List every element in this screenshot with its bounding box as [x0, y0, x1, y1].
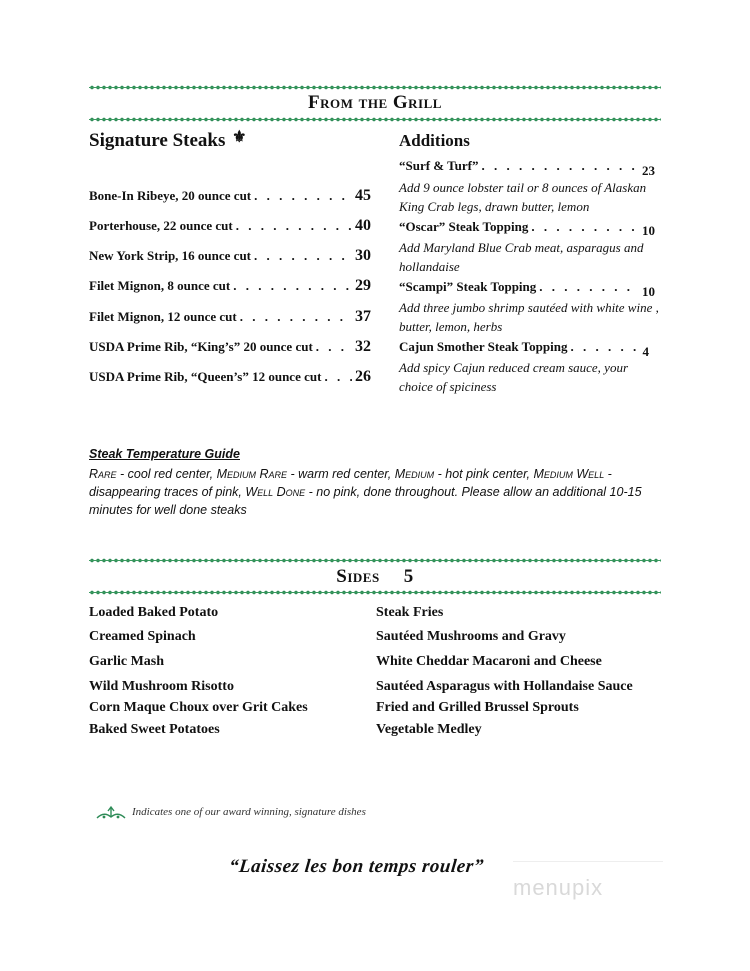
grill-title-border	[89, 116, 661, 123]
side-item: White Cheddar Macaroni and Cheese	[376, 654, 602, 669]
addition-name: “Scampi” Steak Topping	[399, 279, 537, 294]
addition-item	[399, 158, 655, 178]
grill-title: From the Grill	[308, 92, 442, 113]
addition-description: Add three jumbo shrimp sautéed with white wine , butter, lemon, herbs	[399, 300, 659, 334]
side-item: Wild Mushroom Risotto	[89, 679, 234, 694]
side-item: Fried and Grilled Brussel Sprouts	[376, 700, 579, 715]
leader-dots	[570, 339, 635, 355]
steak-item	[89, 247, 371, 269]
steak-name: USDA Prime Rib, “Queen’s” 12 ounce cut	[89, 369, 322, 384]
addition-name: “Surf & Turf”	[399, 158, 479, 173]
temp-medium-well: Medium Well	[533, 467, 605, 481]
addition-price: 4	[642, 344, 649, 359]
temp-medium: Medium	[394, 467, 435, 481]
steak-item	[89, 277, 371, 299]
leader-dots	[240, 309, 352, 325]
leader-dots	[236, 218, 352, 234]
addition-name: “Oscar” Steak Topping	[399, 219, 529, 234]
addition-item	[399, 339, 649, 359]
addition-name: Cajun Smother Steak Topping	[399, 339, 568, 354]
leader-dots	[481, 158, 635, 174]
steak-item	[89, 368, 371, 390]
temp-well-done: Well Done	[245, 485, 306, 499]
side-item: Vegetable Medley	[376, 722, 482, 737]
side-item: Baked Sweet Potatoes	[89, 722, 220, 737]
side-item: Sautéed Mushrooms and Gravy	[376, 629, 566, 644]
addition-description: Add spicy Cajun reduced cream sauce, your choice of spiciness	[399, 360, 629, 394]
addition-price: 10	[642, 223, 655, 238]
steak-name: Filet Mignon, 12 ounce cut	[89, 309, 237, 324]
additions-heading: Additions	[399, 131, 470, 150]
steak-name: New York Strip, 16 ounce cut	[89, 248, 252, 263]
steak-price: 30	[355, 247, 371, 264]
sides-top-border	[89, 557, 661, 564]
addition-item	[399, 279, 655, 299]
steak-name: Filet Mignon, 8 ounce cut	[89, 278, 231, 293]
steak-name: USDA Prime Rib, “King’s” 20 ounce cut	[89, 339, 313, 354]
signature-steaks-label: Signature Steaks	[89, 130, 226, 151]
steak-item	[89, 338, 371, 360]
watermark-line	[513, 861, 663, 862]
ornament-icon	[95, 805, 127, 826]
side-item: Steak Fries	[376, 605, 444, 620]
steak-price: 37	[355, 308, 371, 325]
temp-well-done-desc: - no pink, done throughout. Please allow an additional 10-15 minutes for well done steaks	[89, 485, 642, 517]
sides-bottom-border	[89, 589, 661, 596]
temp-rare: Rare	[89, 467, 117, 481]
leader-dots	[316, 339, 352, 355]
temp-medium-well-desc: - disappearing traces of pink,	[89, 467, 612, 499]
leader-dots	[531, 219, 635, 235]
steak-item	[89, 308, 371, 330]
sides-label: Sides	[336, 566, 380, 587]
side-item: Sautéed Asparagus with Hollandaise Sauce	[376, 679, 633, 694]
signature-steaks-heading	[89, 130, 246, 152]
steak-price: 26	[355, 368, 371, 385]
watermark-logo: menupix	[513, 875, 604, 900]
leader-dots	[254, 248, 352, 264]
sides-price: 5	[403, 566, 414, 587]
side-item: Corn Maque Choux over Grit Cakes	[89, 700, 308, 715]
addition-description: Add Maryland Blue Crab meat, asparagus and hollandaise	[399, 240, 644, 274]
temp-medium-rare: Medium Rare	[216, 467, 288, 481]
fleur-de-lis-icon: ⚜	[232, 129, 247, 146]
side-item: Loaded Baked Potato	[89, 605, 219, 620]
steak-price: 29	[355, 277, 371, 294]
temp-medium-desc: - hot pink center,	[434, 467, 534, 481]
addition-item	[399, 219, 655, 238]
addition-description: Add 9 ounce lobster tail or 8 ounces of Alaskan King Crab legs, drawn butter, lemon	[399, 180, 647, 214]
leader-dots	[233, 278, 352, 294]
steak-name: Bone-In Ribeye, 20 ounce cut	[89, 188, 252, 203]
leader-dots	[254, 188, 352, 204]
addition-price: 23	[642, 163, 655, 178]
steak-item	[89, 217, 371, 239]
motto: “Laissez les bon temps rouler”	[227, 856, 485, 877]
footnote-text: Indicates one of our award winning, signature dishes	[132, 806, 366, 818]
steak-item	[89, 187, 371, 209]
side-item: Garlic Mash	[89, 654, 165, 669]
temp-rare-desc: - cool red center,	[116, 467, 217, 481]
temperature-guide-text	[89, 465, 665, 519]
leader-dots	[539, 279, 635, 295]
temp-medium-rare-desc: - warm red center,	[287, 467, 395, 481]
steak-price: 45	[355, 187, 371, 204]
temperature-guide-title: Steak Temperature Guide	[89, 447, 240, 461]
steak-name: Porterhouse, 22 ounce cut	[89, 218, 233, 233]
leader-dots	[324, 369, 352, 385]
steak-price: 32	[355, 338, 371, 355]
sides-title	[89, 566, 661, 588]
side-item: Creamed Spinach	[89, 629, 196, 644]
addition-price: 10	[642, 284, 655, 299]
steak-price: 40	[355, 217, 371, 234]
top-border	[89, 84, 661, 91]
